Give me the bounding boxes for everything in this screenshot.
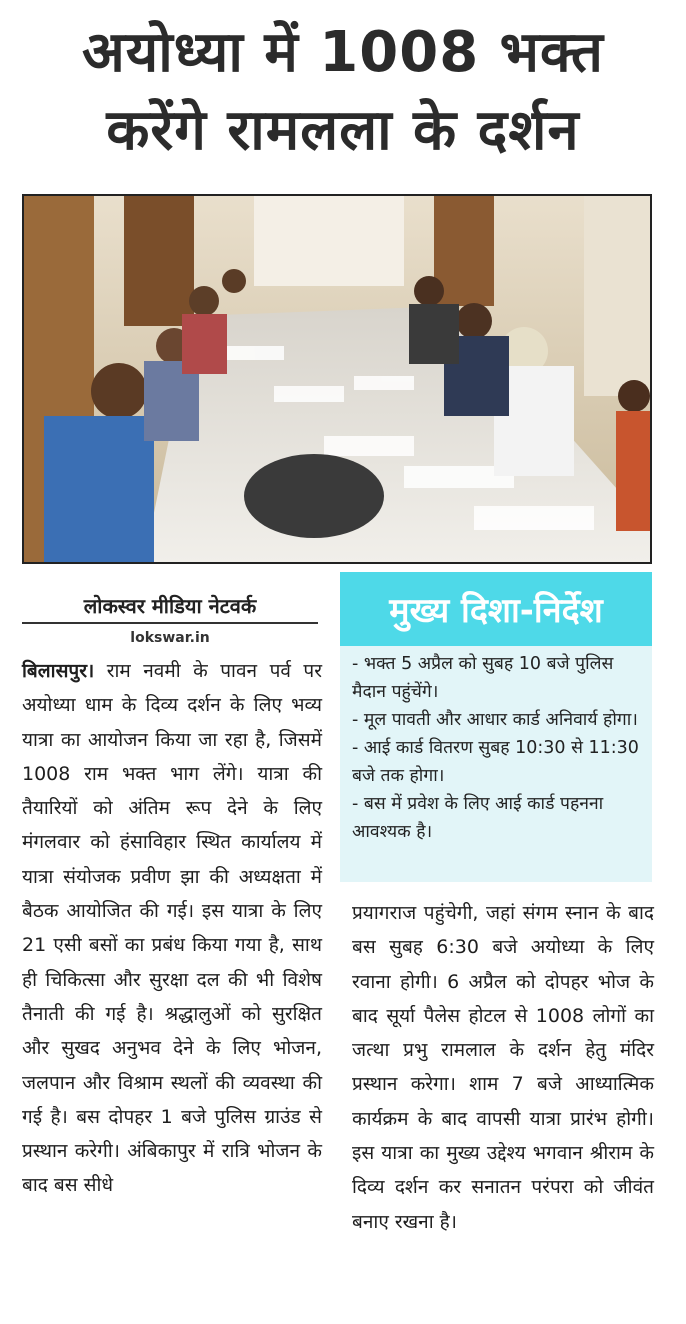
guideline-item: - आई कार्ड वितरण सुबह 10:30 से 11:30 बजे तक होगा। (352, 738, 639, 786)
article-dateline: बिलासपुर। (22, 660, 95, 682)
headline (0, 14, 686, 170)
article-left-column (22, 654, 322, 1203)
meeting-photo-illustration (24, 196, 650, 562)
meeting-photo (22, 194, 652, 564)
headline-line-2: करेंगे रामलला के दर्शन (106, 98, 580, 163)
article-right-paragraph: प्रयागराज पहुंचेगी, जहां संगम स्नान के बाद बस सुबह 6:30 बजे अयोध्या के लिए रवाना होगी। 6 अप्रैल को दोपहर भोज के बाद सूर्या पैलेस होटल से 1008 लोगों का जत्था प्रभु रामलाल के दर्शन हेतु मंदिर प्रस्थान करेगा। शाम 7 बजे आध्यात्मिक कार्यक्रम के बाद वापसी यात्रा प्रारंभ होगी। इस यात्रा का मुख्य उद्देश्य भगवान श्रीराम के दिव्य दर्शन कर सनातन परंपरा को जीवंत बनाए रखना है। (352, 902, 654, 1233)
byline-website: lokswar.in (130, 630, 210, 646)
byline-divider (22, 622, 318, 624)
headline-line-1: अयोध्या में 1008 भक्त (82, 20, 604, 85)
guideline-item: - मूल पावती और आधार कार्ड अनिवार्य होगा। (352, 710, 638, 730)
guideline-item: - बस में प्रवेश के लिए आई कार्ड पहनना आवश्यक है। (352, 794, 604, 842)
byline-author: लोकस्वर मीडिया नेटवर्क (83, 594, 257, 618)
guidelines-title: मुख्य दिशा-निर्देश (340, 572, 652, 646)
guidelines-box (340, 646, 652, 882)
article-left-paragraph: राम नवमी के पावन पर्व पर अयोध्या धाम के दिव्य दर्शन के लिए भव्य यात्रा का आयोजन किया जा रहा है, जिसमें 1008 राम भक्त भाग लेंगे। यात्रा की तैयारियों को अंतिम रूप देने के लिए मंगलवार को हंसाविहार स्थित कार्यालय में यात्रा संयोजक प्रवीण झा की अध्यक्षता में बैठक आयोजित की गई। इस यात्रा के लिए 21 एसी बसों का प्रबंध किया गया है, साथ ही चिकित्सा और सुरक्षा दल की भी विशेष तैनाती की गई है। श्रद्धालुओं को सुरक्षित और सुखद अनुभव देने के लिए भोजन, जलपान और विश्राम स्थलों की व्यवस्था की गई है। बस दोपहर 1 बजे पुलिस ग्राउंड से प्रस्थान करेगी। अंबिकापुर में रात्रि भोजन के बाद बस सीधे (22, 660, 322, 1197)
guideline-item: - भक्त 5 अप्रैल को सुबह 10 बजे पुलिस मैदान पहुंचेंगे। (352, 654, 614, 702)
